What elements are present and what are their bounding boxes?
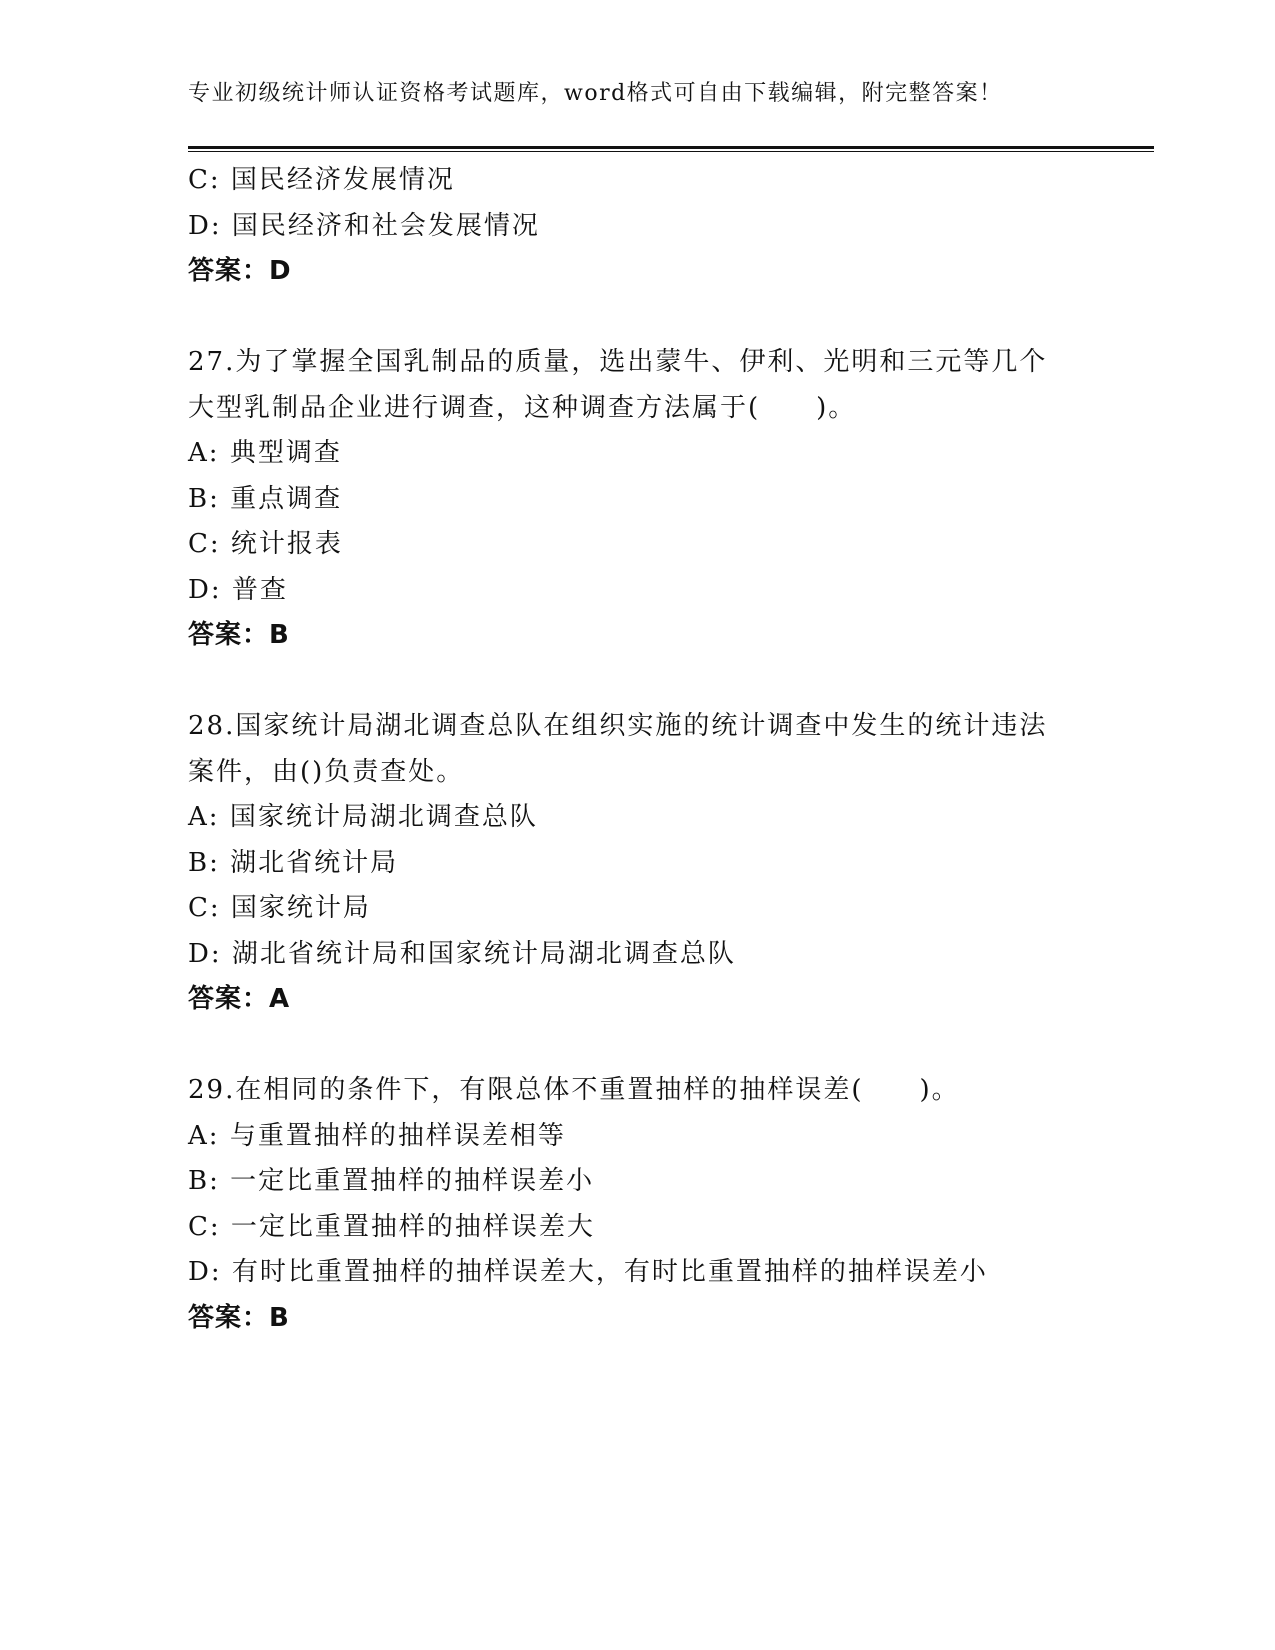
option-b	[188, 477, 1088, 523]
answer-line: 答案：B	[188, 1302, 290, 1333]
option-letter: B:	[188, 483, 220, 514]
option-c	[188, 522, 1088, 568]
option-letter: B:	[188, 847, 220, 878]
question-26-continuation	[188, 158, 1088, 295]
option-text: 一定比重置抽样的抽样误差大	[230, 1211, 595, 1242]
option-a	[188, 431, 1088, 477]
option-letter: C:	[188, 165, 221, 195]
option-letter: B:	[188, 1166, 220, 1196]
question-stem: 28.国家统计局湖北调查总队在组织实施的统计调查中发生的统计违法	[188, 711, 1048, 741]
header-divider	[188, 146, 1154, 152]
option-letter: A:	[188, 802, 220, 832]
option-c	[188, 1205, 1088, 1251]
option-text: 湖北省统计局	[230, 847, 399, 878]
spacer	[188, 1023, 1088, 1069]
option-text: 湖北省统计局和国家统计局湖北调查总队	[231, 938, 736, 969]
question-29	[188, 1068, 1088, 1341]
question-27	[188, 340, 1088, 659]
option-d	[188, 932, 1088, 978]
option-text: 一定比重置抽样的抽样误差小	[230, 1166, 595, 1196]
option-letter: D:	[188, 938, 222, 969]
option-d	[188, 1250, 1088, 1296]
option-letter: D:	[188, 210, 222, 241]
option-text: 国家统计局	[230, 893, 371, 923]
option-b	[188, 1159, 1088, 1205]
option-text: 国家统计局湖北调查总队	[229, 802, 538, 832]
option-letter: C:	[188, 893, 221, 923]
option-d	[188, 568, 1088, 614]
answer-line: 答案：B	[188, 620, 290, 650]
spacer	[188, 659, 1088, 705]
question-stem: 27.为了掌握全国乳制品的质量，选出蒙牛、伊利、光明和三元等几个	[188, 347, 1048, 377]
answer-line: 答案：D	[188, 256, 292, 286]
option-c	[188, 886, 1088, 932]
option-letter: A:	[188, 438, 220, 468]
option-d	[188, 204, 1088, 250]
option-a	[188, 1114, 1088, 1160]
option-text: 国民经济和社会发展情况	[231, 210, 540, 241]
option-text: 与重置抽样的抽样误差相等	[229, 1120, 566, 1151]
option-b	[188, 841, 1088, 887]
option-letter: D:	[188, 574, 222, 605]
option-text: 典型调查	[229, 438, 342, 468]
spacer	[188, 295, 1088, 341]
question-list	[188, 158, 1088, 1341]
option-text: 普查	[231, 574, 288, 605]
question-stem: 案件，由()负责查处。	[188, 756, 465, 787]
answer-line: 答案：A	[188, 984, 291, 1014]
option-c	[188, 158, 1088, 204]
option-letter: A:	[188, 1120, 220, 1151]
question-stem: 29.在相同的条件下，有限总体不重置抽样的抽样误差( )。	[188, 1075, 960, 1105]
option-a	[188, 795, 1088, 841]
option-letter: D:	[188, 1257, 222, 1287]
option-text: 重点调查	[230, 483, 343, 514]
option-letter: C:	[188, 1211, 221, 1242]
option-letter: C:	[188, 529, 221, 559]
option-text: 国民经济发展情况	[230, 165, 455, 195]
option-text: 有时比重置抽样的抽样误差大，有时比重置抽样的抽样误差小	[231, 1257, 988, 1287]
question-stem: 大型乳制品企业进行调查，这种调查方法属于( )。	[188, 392, 857, 423]
page-header: 专业初级统计师认证资格考试题库，word格式可自由下载编辑，附完整答案！	[188, 81, 1003, 106]
question-28	[188, 704, 1088, 1023]
option-text: 统计报表	[230, 529, 343, 559]
